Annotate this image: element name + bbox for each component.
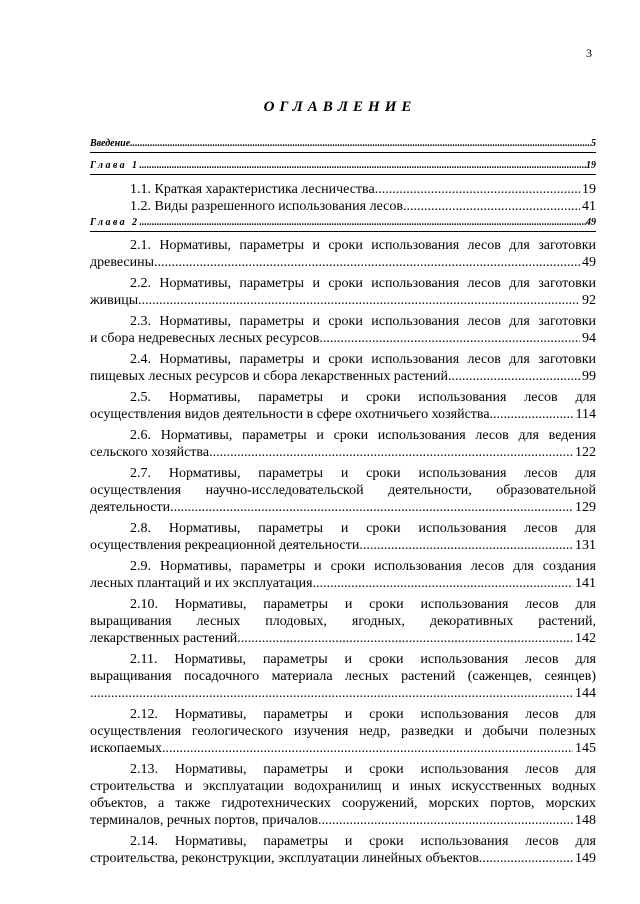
toc-entry-line: 2.2. Нормативы, параметры и сроки использования лесов для заготовки xyxy=(130,276,596,291)
toc-entry[interactable] xyxy=(90,181,596,198)
toc-entry-last-line xyxy=(90,444,596,461)
toc-title: ОГЛАВЛЕНИЕ xyxy=(263,99,417,115)
toc-entry[interactable] xyxy=(90,275,596,309)
toc-entry-page: 114 xyxy=(575,407,596,422)
toc-entry-page: 49 xyxy=(582,255,596,270)
toc-entry-page: 144 xyxy=(575,686,596,701)
toc-entry-line: 2.12. Нормативы, параметры и сроки использования лесов для xyxy=(130,707,596,722)
toc-entry-text: сельского хозяйства xyxy=(90,445,210,460)
toc-entry-page: 19 xyxy=(582,182,596,197)
toc-entry-text: пищевых лесных ресурсов и сбора лекарственных растений xyxy=(90,369,448,384)
leader-dots xyxy=(139,160,586,172)
toc-entry-last-line xyxy=(90,685,596,702)
toc-entry[interactable] xyxy=(90,520,596,554)
toc-entry-text: деятельности xyxy=(90,500,171,515)
toc-entry-line: 2.1. Нормативы, параметры и сроки использования лесов для заготовки xyxy=(130,238,596,253)
toc-entry-line: осуществления научно-исследовательской деятельности, образовательной xyxy=(90,483,596,498)
toc-chapter-2[interactable] xyxy=(90,217,596,232)
toc-entry-text: живицы xyxy=(90,293,139,308)
toc-entry-page: 149 xyxy=(575,851,596,866)
toc-entry-line: строительства и эксплуатации водохранилищ и иных искусственных водных xyxy=(90,779,596,794)
toc-entry-line: осуществления геологического изучения недр, разведки и добычи полезных xyxy=(90,724,596,739)
toc-entry-text: осуществления видов деятельности в сфере охотничьего хозяйства xyxy=(90,407,490,422)
leader-dots xyxy=(403,198,580,215)
toc-entry[interactable] xyxy=(90,389,596,423)
toc-entry-page: 129 xyxy=(575,500,596,515)
toc-intro-page: 5 xyxy=(591,138,596,149)
toc-entry-line: 2.3. Нормативы, параметры и сроки использования лесов для заготовки xyxy=(130,314,596,329)
toc-intro[interactable] xyxy=(90,138,596,153)
toc-entry[interactable] xyxy=(90,351,596,385)
toc-entry-text: терминалов, речных портов, причалов xyxy=(90,813,319,828)
leader-dots xyxy=(139,217,586,229)
leader-dots xyxy=(237,630,573,647)
toc-chapter-1-label: Глава 1 xyxy=(90,160,140,171)
toc-entry-last-line xyxy=(90,254,596,271)
toc-entry[interactable] xyxy=(90,465,596,516)
toc-entry-line: 2.10. Нормативы, параметры и сроки использования лесов для xyxy=(130,597,596,612)
toc-entry-text: лесных плантаций и их эксплуатация xyxy=(90,576,313,591)
toc-entry-text: ископаемых xyxy=(90,741,162,756)
toc-entry-line xyxy=(90,198,596,215)
leader-dots xyxy=(313,575,573,592)
toc-entry-last-line xyxy=(90,630,596,647)
toc-entry[interactable] xyxy=(90,761,596,829)
toc-entry[interactable] xyxy=(90,427,596,461)
toc-entry[interactable] xyxy=(90,596,596,647)
toc-chapter-2-label: Глава 2 xyxy=(90,217,140,228)
toc-entry-text: лекарственных растений xyxy=(90,631,238,646)
leader-dots xyxy=(154,254,580,271)
toc-entry[interactable] xyxy=(90,313,596,347)
toc-entry-text: строительства, реконструкции, эксплуатации линейных объектов xyxy=(90,851,479,866)
leader-dots xyxy=(375,181,580,198)
toc-entry[interactable] xyxy=(90,237,596,271)
toc-entry-last-line xyxy=(90,330,596,347)
toc-entry-page: 141 xyxy=(575,576,596,591)
toc-entry-last-line xyxy=(90,850,596,867)
leader-dots xyxy=(319,330,580,347)
leader-dots xyxy=(318,812,573,829)
toc-entry-text: осуществления рекреационной деятельности xyxy=(90,538,360,553)
toc-intro-label: Введение xyxy=(90,138,131,149)
toc-entry-page: 142 xyxy=(575,631,596,646)
toc-entry-last-line xyxy=(90,740,596,757)
toc-entry-page: 122 xyxy=(575,445,596,460)
toc-entry[interactable] xyxy=(90,833,596,867)
toc-entry-line: 2.5. Нормативы, параметры и сроки использования лесов для xyxy=(130,390,596,405)
leader-dots xyxy=(448,368,580,385)
leader-dots xyxy=(359,537,573,554)
toc-entry-line: 2.7. Нормативы, параметры и сроки использования лесов для xyxy=(130,466,596,481)
table-of-contents xyxy=(90,138,596,871)
toc-entry-page: 94 xyxy=(582,331,596,346)
toc-entry-page: 99 xyxy=(582,369,596,384)
leader-dots xyxy=(490,406,574,423)
toc-entry-last-line xyxy=(90,537,596,554)
toc-entry-line: 2.11. Нормативы, параметры и сроки использования лесов для xyxy=(130,652,596,667)
toc-entry[interactable] xyxy=(90,198,596,215)
toc-entry-text: и сбора недревесных лесных ресурсов xyxy=(90,331,320,346)
leader-dots xyxy=(90,685,573,702)
toc-chapter-2-page: 49 xyxy=(586,217,596,228)
toc-entry-line: 2.13. Нормативы, параметры и сроки использования лесов для xyxy=(130,762,596,777)
toc-entry-line: 2.9. Нормативы, параметры и сроки использования лесов для создания xyxy=(130,559,596,574)
toc-entry-last-line xyxy=(90,406,596,423)
toc-entry-last-line xyxy=(90,368,596,385)
toc-entry-page: 145 xyxy=(575,741,596,756)
toc-entry-page: 92 xyxy=(582,293,596,308)
toc-entry[interactable] xyxy=(90,651,596,702)
toc-entry-line: 2.4. Нормативы, параметры и сроки использования лесов для заготовки xyxy=(130,352,596,367)
leader-dots xyxy=(479,850,573,867)
toc-entry-line: объектов, а также гидротехнических сооружений, морских портов, морских xyxy=(90,796,596,811)
leader-dots xyxy=(162,740,573,757)
leader-dots xyxy=(138,292,580,309)
toc-entry-page: 148 xyxy=(575,813,596,828)
toc-entry-last-line xyxy=(90,292,596,309)
toc-entry[interactable] xyxy=(90,558,596,592)
toc-entry-line: выращивания посадочного материала лесных растений (саженцев, сеянцев) xyxy=(90,669,596,684)
toc-chapter-1[interactable] xyxy=(90,160,596,175)
leader-dots xyxy=(209,444,573,461)
toc-entry-last-line xyxy=(90,575,596,592)
toc-entry-page: 131 xyxy=(575,538,596,553)
toc-chapter-1-page: 19 xyxy=(586,160,596,171)
toc-entry-text: древесины xyxy=(90,255,155,270)
page-number: 3 xyxy=(586,46,592,60)
toc-entry-page: 41 xyxy=(582,199,596,214)
leader-dots xyxy=(130,138,591,150)
toc-entry-line: 2.6. Нормативы, параметры и сроки использования лесов для ведения xyxy=(130,428,596,443)
toc-entry-last-line xyxy=(90,812,596,829)
chapter-1-items xyxy=(90,181,596,215)
toc-entry[interactable] xyxy=(90,706,596,757)
chapter-2-items xyxy=(90,237,596,867)
toc-entry-line: выращивания лесных плодовых, ягодных, декоративных растений, xyxy=(90,614,596,629)
leader-dots xyxy=(170,499,573,516)
toc-entry-line: 2.8. Нормативы, параметры и сроки использования лесов для xyxy=(130,521,596,536)
toc-entry-line: 2.14. Нормативы, параметры и сроки использования лесов для xyxy=(130,834,596,849)
toc-entry-text: 1.2. Виды разрешенного использования лесов xyxy=(130,199,403,214)
toc-entry-line xyxy=(90,181,596,198)
toc-entry-text: 1.1. Краткая характеристика лесничества xyxy=(130,182,375,197)
toc-entry-last-line xyxy=(90,499,596,516)
